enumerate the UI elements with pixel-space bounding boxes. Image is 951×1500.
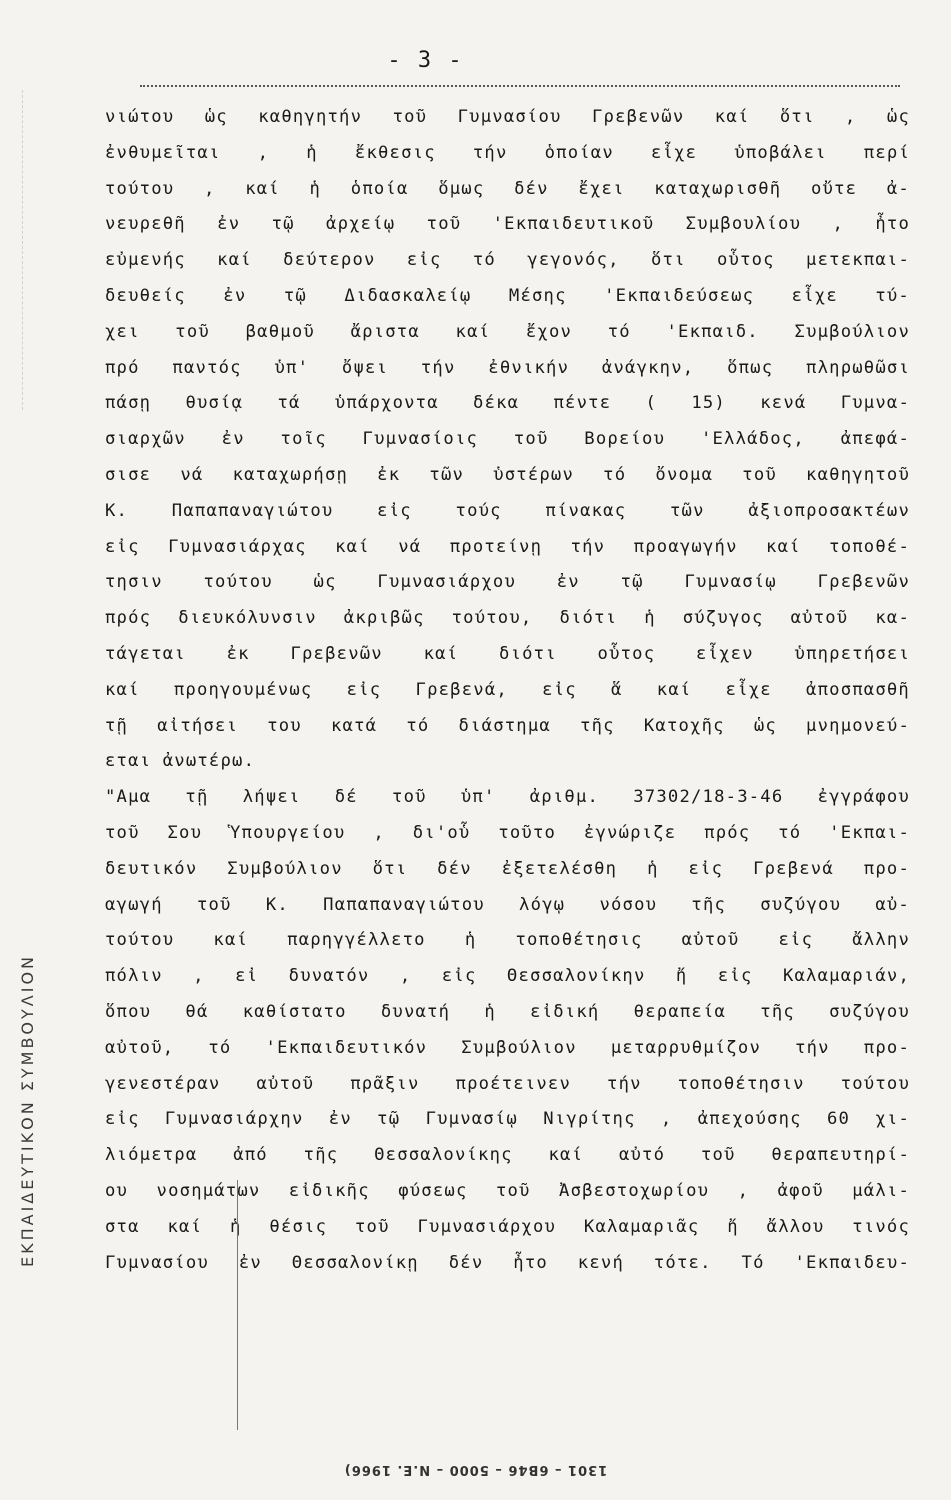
text-line: καί προηγουμένως εἰς Γρεβενά, εἰς ἅ καί εἶχε ἀποσπασθῆ <box>105 679 910 700</box>
text-line: νευρεθῆ ἐν τῷ ἀρχείῳ τοῦ 'Εκπαιδευτικοῦ Συμβουλίου , ἦτο <box>105 214 910 235</box>
text-line: τησιν τούτου ὡς Γυμνασιάρχου ἐν τῷ Γυμνασίῳ Γρεβενῶν <box>105 572 910 593</box>
text-line: σισε νά καταχωρήσῃ ἐκ τῶν ὑστέρων τό ὄνομα τοῦ καθηγητοῦ <box>105 464 910 485</box>
text-line: πόλιν , εἰ δυνατόν , εἰς Θεσσαλονίκην ἤ εἰς Καλαμαριάν, <box>105 966 910 987</box>
margin-rule <box>237 1180 238 1430</box>
header-divider <box>140 85 900 87</box>
text-line: αγωγή τοῦ Κ. Παπαπαναγιώτου λόγῳ νόσου τῆς συζύγου αὐ- <box>105 894 910 915</box>
typed-body-text <box>105 100 910 1281</box>
text-line: αὐτοῦ, τό 'Εκπαιδευτικόν Συμβούλιον μεταρρυθμίζον τήν προ- <box>105 1037 910 1058</box>
text-line: γενεστέραν αὐτοῦ πρᾶξιν προέτεινεν τήν τοποθέτησιν τούτου <box>105 1073 910 1094</box>
text-line: σιαρχῶν ἐν τοῖς Γυμνασίοις τοῦ Βορείου 'Ελλάδος, ἀπεφά- <box>105 429 910 450</box>
margin-stamp-faint <box>22 90 53 410</box>
text-line: ὅπου θά καθίστατο δυνατή ἡ εἰδική θεραπεία τῆς συζύγου <box>105 1001 910 1022</box>
text-line: "Αμα τῇ λήψει δέ τοῦ ὑπ' ἀριθμ. 37302/18-3-46 ἐγγράφου <box>105 787 910 808</box>
text-line: δευθείς ἐν τῷ Διδασκαλείῳ Μέσης 'Εκπαιδεύσεως εἶχε τύ- <box>105 285 910 306</box>
text-line: νιώτου ὡς καθηγητήν τοῦ Γυμνασίου Γρεβενῶν καί ὅτι , ὡς <box>105 107 910 127</box>
text-line: εἰς Γυμνασιάρχην ἐν τῷ Γυμνασίῳ Νιγρίτης , ἀπεχούσης 60 χι- <box>105 1109 910 1130</box>
text-line: λιόμετρα ἀπό τῆς Θεσσαλονίκης καί αὐτό τοῦ θεραπευτηρί- <box>105 1145 910 1166</box>
page-number: - 3 - <box>387 48 464 73</box>
print-footer: 1301 – 6Β46 – 5000 – Ν.Ε. 1966) <box>343 1462 608 1477</box>
text-line: πρός διευκόλυνσιν ἀκριβῶς τούτου, διότι ἡ σύζυγος αὐτοῦ κα- <box>105 608 910 629</box>
text-line: δευτικόν Συμβούλιον ὅτι δέν ἐξετελέσθη ἡ εἰς Γρεβενά προ- <box>105 858 910 879</box>
text-line: πάσῃ θυσίᾳ τά ὑπάρχοντα δέκα πέντε ( 15) κενά Γυμνα- <box>105 393 910 414</box>
text-line: εἰς Γυμνασιάρχας καί νά προτείνῃ τήν προαγωγήν καί τοποθέ- <box>105 536 910 557</box>
text-line: εται ἀνωτέρω. <box>105 751 256 772</box>
text-line: τούτου καί παρηγγέλλετο ἡ τοποθέτησις αὐτοῦ εἰς ἄλλην <box>105 930 910 951</box>
text-line: Κ. Παπαπαναγιώτου εἰς τούς πίνακας τῶν ἀξιοπροσακτέων <box>105 500 910 521</box>
text-line: εὐμενής καί δεύτερον εἰς τό γεγονός, ὅτι οὗτος μετεκπαι- <box>105 250 910 271</box>
text-line: Γυμνασίου ἐν Θεσσαλονίκῃ δέν ἦτο κενή τότε. Τό 'Εκπαιδευ- <box>105 1252 910 1273</box>
text-line: τούτου , καί ἡ ὁποία ὅμως δέν ἔχει καταχωρισθῆ οὔτε ἀ- <box>105 178 910 199</box>
text-line: τῇ αἰτήσει του κατά τό διάστημα τῆς Κατοχῆς ὡς μνημονεύ- <box>105 715 910 736</box>
margin-stamp-text: ΕΚΠΑΙΔΕΥΤΙΚΟΝ ΣΥΜΒΟΥΛΙΟΝ <box>18 953 37 1267</box>
text-line: ου νοσημάτων εἰδικῆς φύσεως τοῦ Ἀσβεστοχωρίου , ἀφοῦ μάλι- <box>105 1180 910 1201</box>
text-line: τάγεται ἐκ Γρεβενῶν καί διότι οὗτος εἶχεν ὑπηρετήσει <box>105 643 910 664</box>
text-line: χει τοῦ βαθμοῦ ἄριστα καί ἔχον τό 'Εκπαιδ. Συμβούλιον <box>105 321 910 342</box>
text-line: τοῦ Σου Ὑπουργείου , δι'οὗ τοῦτο ἐγνώριζε πρός τό 'Εκπαι- <box>105 822 910 843</box>
text-line: ἐνθυμεῖται , ἡ ἔκθεσις τήν ὁποίαν εἶχε ὑποβάλει περί <box>105 142 910 163</box>
text-line: πρό παντός ὑπ' ὄψει τήν ἐθνικήν ἀνάγκην, ὅπως πληρωθῶσι <box>105 357 910 378</box>
text-line: στα καί ἡ θέσις τοῦ Γυμνασιάρχου Καλαμαριᾶς ἤ ἄλλου τινός <box>105 1216 910 1237</box>
